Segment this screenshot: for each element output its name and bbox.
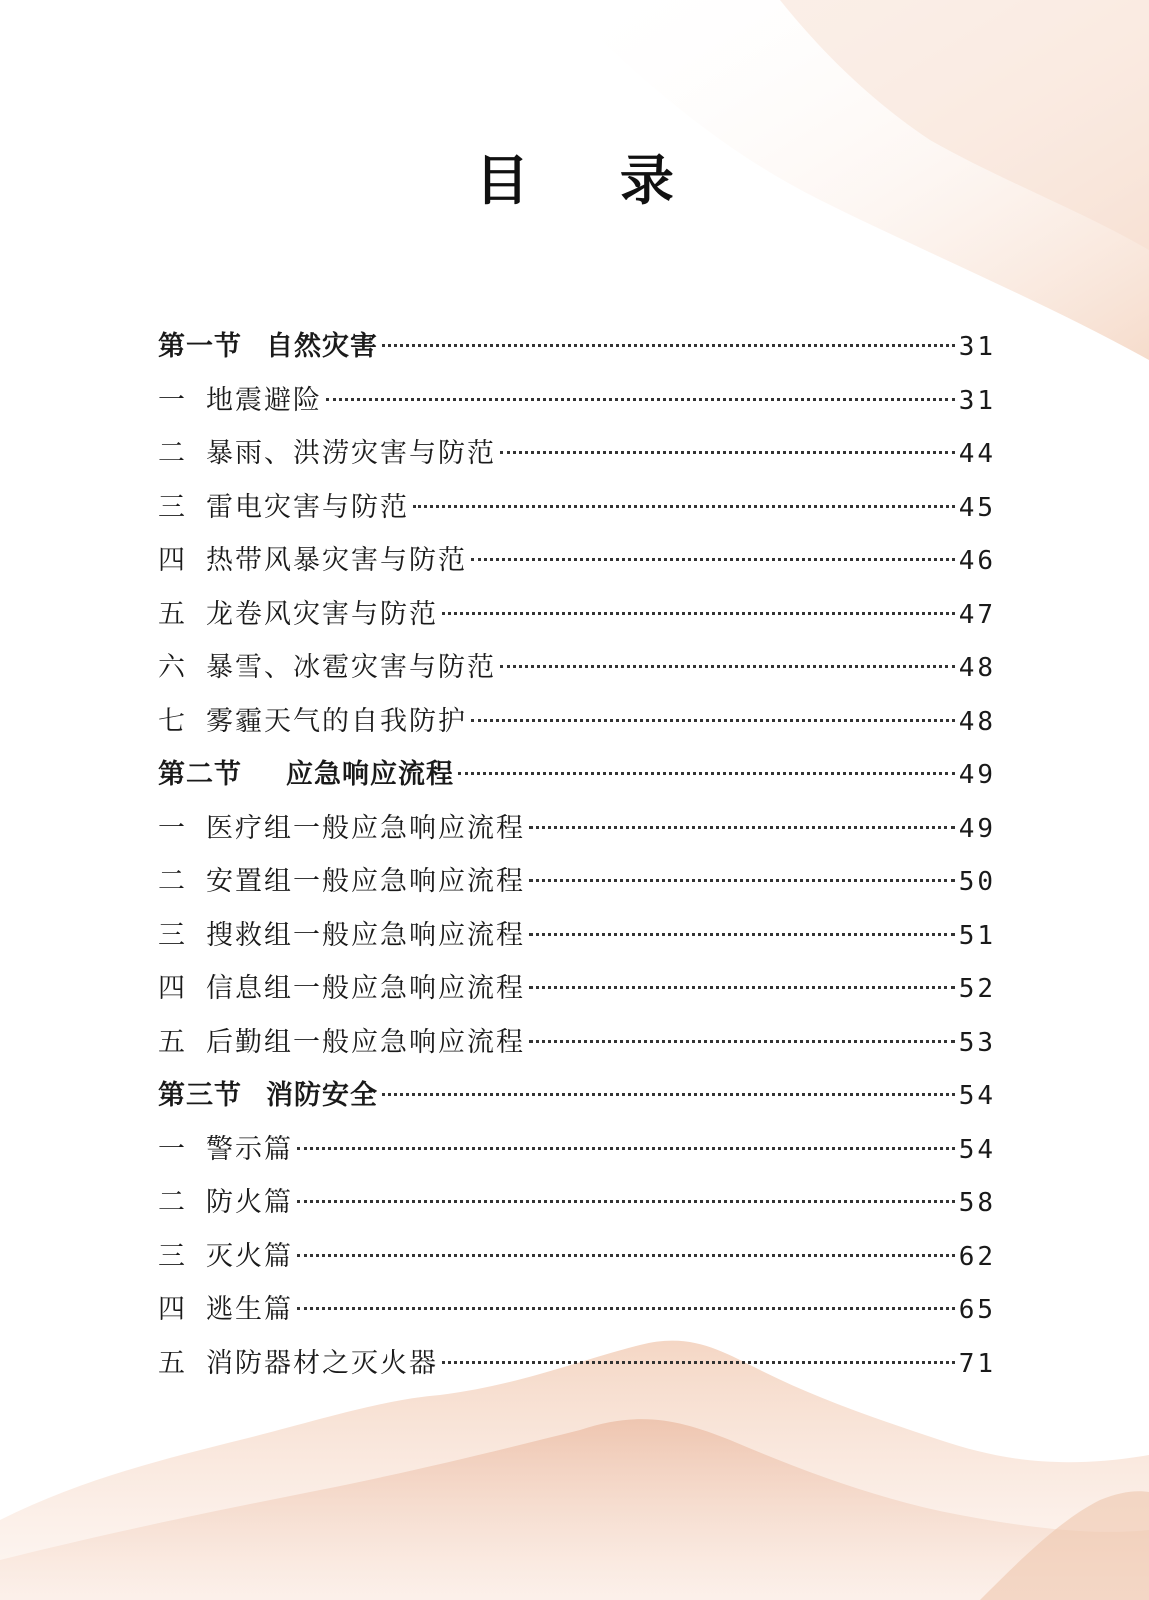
dot-leader [382, 1092, 955, 1096]
toc-item-row[interactable] [158, 427, 996, 481]
page-number: 47 [958, 599, 996, 630]
toc-item-row[interactable] [158, 909, 996, 963]
dot-leader [458, 771, 955, 775]
item-number: 五 [158, 598, 187, 630]
item-title: 安置组一般应急响应流程 [206, 866, 525, 897]
page-number: 71 [958, 1348, 996, 1379]
page-number: 52 [958, 974, 996, 1004]
item-title: 信息组一般应急响应流程 [206, 973, 525, 1004]
toc-item-row[interactable] [158, 588, 996, 642]
section-number: 第三节 [158, 1080, 242, 1111]
toc-section-row[interactable] [158, 320, 996, 374]
dot-leader [297, 1146, 955, 1150]
item-title: 防火篇 [206, 1187, 293, 1218]
dot-leader [529, 985, 955, 989]
item-number: 五 [158, 1347, 187, 1379]
section-title: 自然灾害 [266, 331, 378, 362]
toc-section-row[interactable] [158, 1069, 996, 1123]
section-number: 第二节 [158, 759, 242, 790]
dot-leader [529, 878, 955, 882]
page-number: 31 [958, 332, 996, 362]
toc-item-row[interactable] [158, 802, 996, 856]
toc-item-row[interactable] [158, 855, 996, 909]
dot-leader [442, 611, 955, 615]
item-title: 暴雪、冰雹灾害与防范 [206, 652, 496, 683]
page-number: 46 [958, 546, 996, 576]
section-title: 应急响应流程 [286, 759, 454, 790]
item-number: 一 [158, 812, 187, 844]
page-number: 49 [958, 813, 996, 844]
item-title: 地震避险 [206, 384, 322, 416]
dot-leader [500, 450, 955, 454]
item-title: 灭火篇 [206, 1240, 293, 1272]
page-number: 31 [958, 385, 996, 416]
toc-item-row[interactable] [158, 962, 996, 1016]
item-title: 暴雨、洪涝灾害与防范 [206, 438, 496, 469]
toc-item-row[interactable] [158, 1123, 996, 1177]
item-number: 二 [158, 866, 187, 897]
dot-leader [500, 664, 955, 668]
toc-item-row[interactable] [158, 1337, 996, 1391]
page-number: 50 [958, 867, 996, 897]
toc-item-row[interactable] [158, 695, 996, 749]
dot-leader [413, 504, 955, 508]
item-title: 热带风暴灾害与防范 [206, 545, 467, 576]
dot-leader [297, 1253, 955, 1257]
item-title: 消防器材之灭火器 [206, 1347, 438, 1379]
toc-item-row[interactable] [158, 1176, 996, 1230]
page-number: 51 [958, 920, 996, 951]
item-title: 警示篇 [206, 1133, 293, 1165]
item-number: 三 [158, 919, 187, 951]
toc-item-row[interactable] [158, 1016, 996, 1070]
item-number: 四 [158, 545, 187, 576]
toc-item-row[interactable] [158, 641, 996, 695]
page-number: 65 [958, 1295, 996, 1325]
toc-item-row[interactable] [158, 374, 996, 428]
toc-item-row[interactable] [158, 1283, 996, 1337]
item-title: 搜救组一般应急响应流程 [206, 919, 525, 951]
item-number: 六 [158, 652, 187, 683]
dot-leader [442, 1360, 955, 1364]
item-number: 二 [158, 1187, 187, 1218]
page-number: 54 [958, 1134, 996, 1165]
item-number: 七 [158, 705, 187, 737]
item-number: 一 [158, 1133, 187, 1165]
page-number: 53 [958, 1027, 996, 1058]
dot-leader [529, 825, 955, 829]
item-number: 四 [158, 973, 187, 1004]
page-number: 54 [958, 1081, 996, 1111]
page-number: 58 [958, 1188, 996, 1218]
item-number: 五 [158, 1026, 187, 1058]
item-number: 一 [158, 384, 187, 416]
dot-leader [297, 1199, 955, 1203]
page-number: 45 [958, 492, 996, 523]
dot-leader [471, 557, 955, 561]
page-number: 49 [958, 760, 996, 790]
item-title: 雷电灾害与防范 [206, 491, 409, 523]
dot-leader [529, 1039, 955, 1043]
page-number: 48 [958, 653, 996, 683]
dot-leader [382, 343, 955, 347]
page-number: 48 [958, 706, 996, 737]
item-number: 三 [158, 1240, 187, 1272]
dot-leader [529, 932, 955, 936]
toc-item-row[interactable] [158, 534, 996, 588]
toc-item-row[interactable] [158, 481, 996, 535]
section-number: 第一节 [158, 331, 242, 362]
item-number: 三 [158, 491, 187, 523]
page-number: 62 [958, 1241, 996, 1272]
item-title: 雾霾天气的自我防护 [206, 705, 467, 737]
item-title: 后勤组一般应急响应流程 [206, 1026, 525, 1058]
item-title: 龙卷风灾害与防范 [206, 598, 438, 630]
section-title: 消防安全 [266, 1080, 378, 1111]
toc-section-row[interactable] [158, 748, 996, 802]
dot-leader [326, 397, 955, 401]
item-number: 四 [158, 1294, 187, 1325]
page-number: 44 [958, 439, 996, 469]
item-number: 二 [158, 438, 187, 469]
toc-item-row[interactable] [158, 1230, 996, 1284]
item-title: 医疗组一般应急响应流程 [206, 812, 525, 844]
dot-leader [471, 718, 955, 722]
page-title: 目 录 [475, 149, 710, 212]
item-title: 逃生篇 [206, 1294, 293, 1325]
table-of-contents [158, 320, 996, 1390]
dot-leader [297, 1306, 955, 1310]
